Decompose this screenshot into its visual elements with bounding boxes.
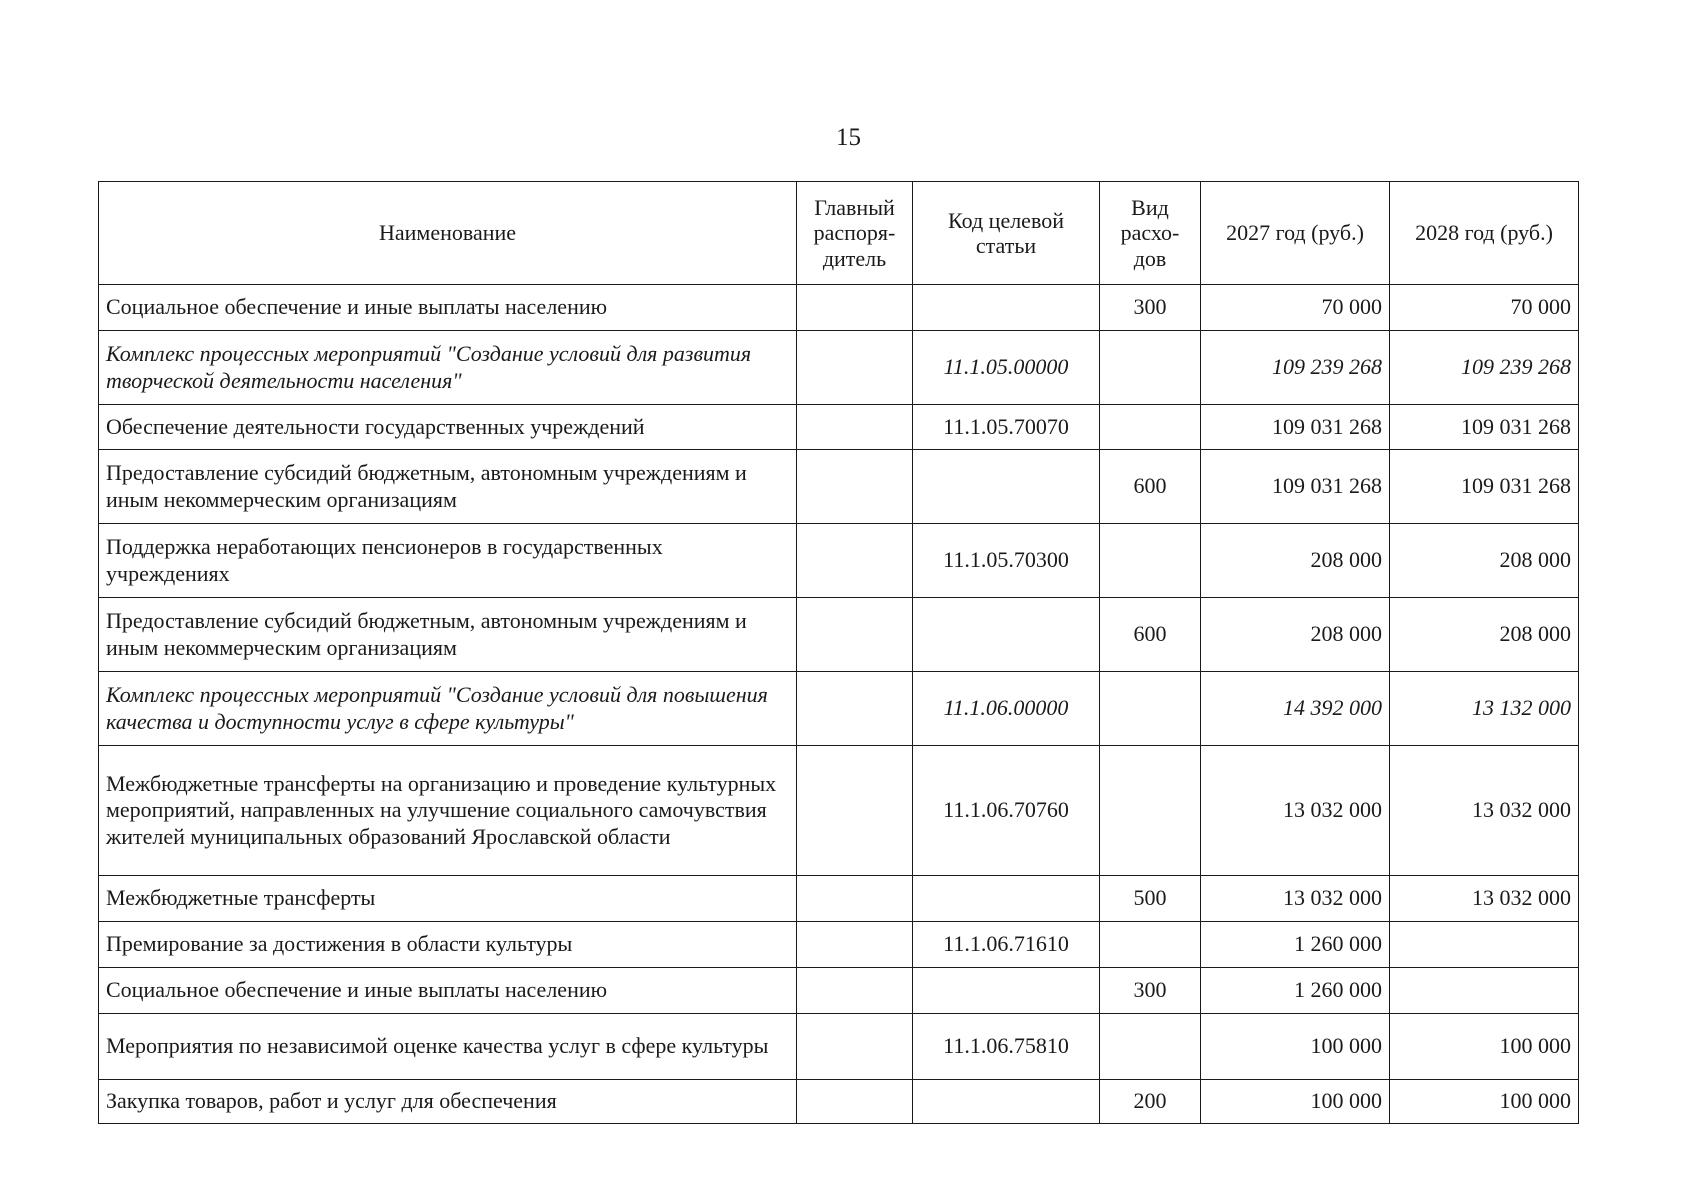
cell-2028: 70 000 <box>1390 285 1579 331</box>
cell-code <box>913 1080 1100 1124</box>
cell-2028 <box>1390 922 1579 968</box>
cell-kind: 300 <box>1100 285 1201 331</box>
table-row <box>99 672 1579 746</box>
cell-name: Мероприятия по независимой оценке качества услуг в сфере культуры <box>99 1014 797 1080</box>
cell-2028: 208 000 <box>1390 524 1579 598</box>
cell-2028: 109 031 268 <box>1390 405 1579 450</box>
cell-code <box>913 450 1100 524</box>
cell-2027: 100 000 <box>1201 1080 1390 1124</box>
cell-2027: 1 260 000 <box>1201 922 1390 968</box>
cell-manager <box>797 876 913 922</box>
cell-name: Предоставление субсидий бюджетным, автономным учреждениям и иным некоммерческим организациям <box>99 450 797 524</box>
table-row <box>99 876 1579 922</box>
cell-2028: 100 000 <box>1390 1080 1579 1124</box>
table-row <box>99 285 1579 331</box>
cell-name: Премирование за достижения в области культуры <box>99 922 797 968</box>
table-row <box>99 922 1579 968</box>
table-body <box>99 285 1579 1124</box>
table-row <box>99 1080 1579 1124</box>
cell-manager <box>797 672 913 746</box>
table-row <box>99 331 1579 405</box>
cell-manager <box>797 524 913 598</box>
cell-name: Социальное обеспечение и иные выплаты населению <box>99 968 797 1014</box>
cell-manager <box>797 598 913 672</box>
cell-kind: 500 <box>1100 876 1201 922</box>
cell-kind <box>1100 405 1201 450</box>
cell-name: Комплекс процессных мероприятий "Создание условий для повышения качества и доступности услуг в сфере культуры" <box>99 672 797 746</box>
cell-2028 <box>1390 968 1579 1014</box>
cell-code: 11.1.05.70070 <box>913 405 1100 450</box>
cell-2028: 100 000 <box>1390 1014 1579 1080</box>
cell-manager <box>797 1014 913 1080</box>
cell-kind: 600 <box>1100 598 1201 672</box>
cell-kind <box>1100 922 1201 968</box>
header-code: Код целевой статьи <box>913 182 1100 285</box>
cell-2027: 208 000 <box>1201 598 1390 672</box>
cell-code <box>913 968 1100 1014</box>
table-row <box>99 405 1579 450</box>
table-row <box>99 524 1579 598</box>
cell-kind <box>1100 331 1201 405</box>
header-manager: Главный распоря-дитель <box>797 182 913 285</box>
cell-code: 11.1.06.75810 <box>913 1014 1100 1080</box>
cell-kind <box>1100 1014 1201 1080</box>
cell-2028: 13 032 000 <box>1390 746 1579 876</box>
cell-name: Поддержка неработающих пенсионеров в государственных учреждениях <box>99 524 797 598</box>
table-row <box>99 746 1579 876</box>
cell-manager <box>797 285 913 331</box>
cell-name: Социальное обеспечение и иные выплаты населению <box>99 285 797 331</box>
cell-code <box>913 285 1100 331</box>
page-number: 15 <box>836 124 861 151</box>
cell-kind <box>1100 672 1201 746</box>
cell-name: Закупка товаров, работ и услуг для обеспечения <box>99 1080 797 1124</box>
cell-2027: 208 000 <box>1201 524 1390 598</box>
header-2028: 2028 год (руб.) <box>1390 182 1579 285</box>
cell-2028: 13 132 000 <box>1390 672 1579 746</box>
cell-name: Обеспечение деятельности государственных учреждений <box>99 405 797 450</box>
cell-2027: 100 000 <box>1201 1014 1390 1080</box>
cell-2028: 109 031 268 <box>1390 450 1579 524</box>
cell-2027: 109 031 268 <box>1201 405 1390 450</box>
cell-2027: 13 032 000 <box>1201 746 1390 876</box>
cell-2027: 109 031 268 <box>1201 450 1390 524</box>
cell-name: Предоставление субсидий бюджетным, автономным учреждениям и иным некоммерческим организациям <box>99 598 797 672</box>
cell-manager <box>797 1080 913 1124</box>
cell-code <box>913 598 1100 672</box>
cell-2027: 14 392 000 <box>1201 672 1390 746</box>
cell-code: 11.1.06.00000 <box>913 672 1100 746</box>
cell-code <box>913 876 1100 922</box>
cell-name: Комплекс процессных мероприятий "Создание условий для развития творческой деятельности населения" <box>99 331 797 405</box>
cell-manager <box>797 405 913 450</box>
cell-2027: 70 000 <box>1201 285 1390 331</box>
cell-manager <box>797 331 913 405</box>
table-row <box>99 450 1579 524</box>
cell-code: 11.1.05.70300 <box>913 524 1100 598</box>
cell-kind <box>1100 746 1201 876</box>
cell-2028: 13 032 000 <box>1390 876 1579 922</box>
cell-code: 11.1.06.70760 <box>913 746 1100 876</box>
cell-name: Межбюджетные трансферты на организацию и проведение культурных мероприятий, направленных на улучшение социального самочувствия жителей муниципальных образований Ярославской области <box>99 746 797 876</box>
table-row <box>99 598 1579 672</box>
cell-kind: 300 <box>1100 968 1201 1014</box>
cell-kind <box>1100 524 1201 598</box>
header-kind: Вид расхо-дов <box>1100 182 1201 285</box>
table-row <box>99 968 1579 1014</box>
cell-2027: 1 260 000 <box>1201 968 1390 1014</box>
cell-kind: 600 <box>1100 450 1201 524</box>
cell-manager <box>797 968 913 1014</box>
cell-2028: 109 239 268 <box>1390 331 1579 405</box>
cell-2027: 13 032 000 <box>1201 876 1390 922</box>
header-name: Наименование <box>99 182 797 285</box>
cell-code: 11.1.05.00000 <box>913 331 1100 405</box>
table-row <box>99 1014 1579 1080</box>
cell-manager <box>797 450 913 524</box>
cell-manager <box>797 922 913 968</box>
budget-table <box>98 181 1579 1124</box>
cell-2028: 208 000 <box>1390 598 1579 672</box>
cell-code: 11.1.06.71610 <box>913 922 1100 968</box>
cell-kind: 200 <box>1100 1080 1201 1124</box>
cell-name: Межбюджетные трансферты <box>99 876 797 922</box>
cell-manager <box>797 746 913 876</box>
cell-2027: 109 239 268 <box>1201 331 1390 405</box>
header-2027: 2027 год (руб.) <box>1201 182 1390 285</box>
table-header-row <box>99 182 1579 285</box>
